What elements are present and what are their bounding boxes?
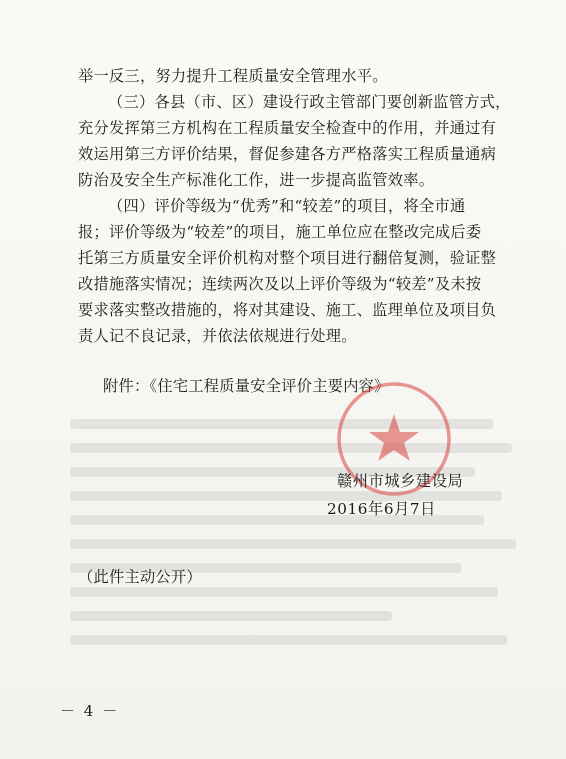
paragraph-item-4 [78, 193, 520, 349]
text-line: 责人记不良记录，并依法依规进行处理。 [78, 327, 357, 345]
body-text [78, 63, 520, 349]
text-line: 要求落实整改措施的，将对其建设、施工、监理单位及项目负 [78, 301, 497, 319]
text-line: 报；评价等级为“较差”的项目，施工单位应在整改完成后委 [78, 223, 482, 241]
bleed-through-texture [70, 405, 530, 695]
public-notice: （此件主动公开） [78, 568, 202, 586]
attachment-line: 附件：《住宅工程质量安全评价主要内容》 [103, 377, 390, 395]
text-line: （四）评价等级为“优秀”和“较差”的项目，将全市通 [108, 197, 466, 215]
signature-date: 2016年6月7日 [327, 500, 436, 518]
page-number: － 4 － [60, 702, 120, 720]
text-line: 充分发挥第三方机构在工程质量安全检查中的作用，并通过有 [78, 119, 497, 137]
text-line: 举一反三，努力提升工程质量安全管理水平。 [78, 67, 388, 85]
text-line: 防治及安全生产标准化工作，进一步提高监管效率。 [78, 171, 435, 189]
signature-organization: 赣州市城乡建设局 [337, 472, 464, 490]
text-line: （三）各县（市、区）建设行政主管部门要创新监管方式， [108, 93, 511, 111]
text-line: 效运用第三方评价结果，督促参建各方严格落实工程质量通病 [78, 145, 497, 163]
text-line: 改措施落实情况；连续两次及以上评价等级为“较差”及未按 [78, 275, 482, 293]
text-line: 托第三方质量安全评价机构对整个项目进行翻倍复测，验证整 [78, 249, 497, 267]
paragraph-item-3 [78, 89, 520, 193]
paragraph-continuation [78, 63, 520, 89]
